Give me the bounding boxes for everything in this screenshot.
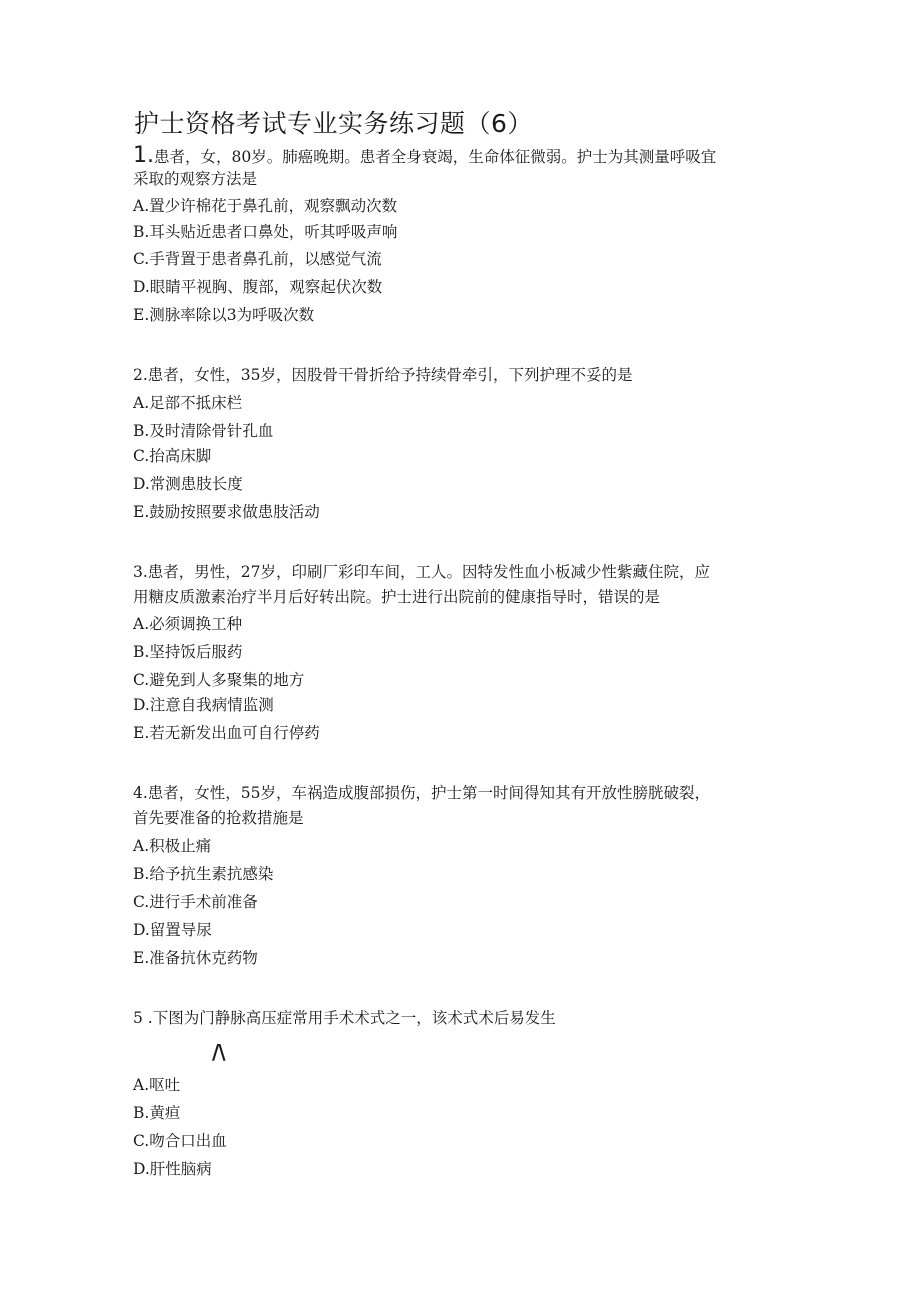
question-2-option-e: E.鼓励按照要求做患肢活动 [133,503,320,521]
question-1-option-b: B.耳头贴近患者口鼻处，听其呼吸声响 [133,223,398,241]
question-5-figure: /\ [212,1040,225,1064]
question-4-option-e: E.准备抗休克药物 [133,949,258,967]
question-5-stem: 5 .下图为门静脉高压症常用手术术式之一，该术式术后易发生 [133,1009,556,1027]
question-2-option-d: D.常测患肢长度 [133,475,243,493]
question-5-option-a: A.呕吐 [133,1076,181,1094]
question-3-option-d: D.注意自我病情监测 [133,696,274,714]
question-3-option-e: E.若无新发出血可自行停药 [133,724,320,742]
question-4-stem-line-2: 首先要准备的抢救措施是 [133,809,304,827]
page-title: 护士资格考试专业实务练习题（6） [134,109,533,138]
question-2-stem: 2.患者，女性，35岁，因股骨干骨折给予持续骨牵引，下列护理不妥的是 [133,366,633,384]
question-3-option-c: C.避免到人多聚集的地方 [133,671,305,689]
question-1-option-d: D.眼睛平视胸、腹部，观察起伏次数 [133,278,383,296]
question-1-option-c: C.手背置于患者鼻孔前，以感觉气流 [133,250,382,268]
question-3-stem-line-2: 用糖皮质激素治疗半月后好转出院。护士进行出院前的健康指导时，错误的是 [133,588,661,606]
question-4-stem-line-1: 4.患者，女性，55岁，车祸造成腹部损伤，护士第一时间得知其有开放性膀胱破裂， [133,784,711,802]
question-3-option-b: B.坚持饭后服药 [133,643,243,661]
question-1-stem-line-1 [133,143,717,168]
question-2-option-c: C.抬高床脚 [133,447,212,465]
question-3-stem-line-1: 3.患者，男性，27岁，印刷厂彩印车间，工人。因特发性血小板减少性紫藏住院，应 [133,563,711,581]
question-3-option-a: A.必须调换工种 [133,615,243,633]
question-1-option-e: E.测脉率除以3为呼吸次数 [133,306,315,324]
question-1-option-a: A.置少许棉花于鼻孔前，观察飘动次数 [133,197,398,215]
question-1-number: 1. [133,143,154,168]
question-5-option-c: C.吻合口出血 [133,1132,227,1150]
question-2-option-b: B.及时清除骨针孔血 [133,422,274,440]
question-5-option-b: B.黄疸 [133,1104,181,1122]
question-1-stem-line-2: 采取的观察方法是 [133,170,258,188]
question-4-option-b: B.给予抗生素抗感染 [133,865,274,883]
question-5-option-d: D.肝性脑病 [133,1160,212,1178]
question-4-option-a: A.积极止痛 [133,837,212,855]
question-4-option-c: C.进行手术前准备 [133,893,258,911]
question-2-option-a: A.足部不抵床栏 [133,394,243,412]
question-4-option-d: D.留置导尿 [133,921,212,939]
question-1-stem-text: 患者，女，80岁。肺癌晚期。患者全身衰竭，生命体征微弱。护士为其测量呼吸宜 [154,148,717,166]
